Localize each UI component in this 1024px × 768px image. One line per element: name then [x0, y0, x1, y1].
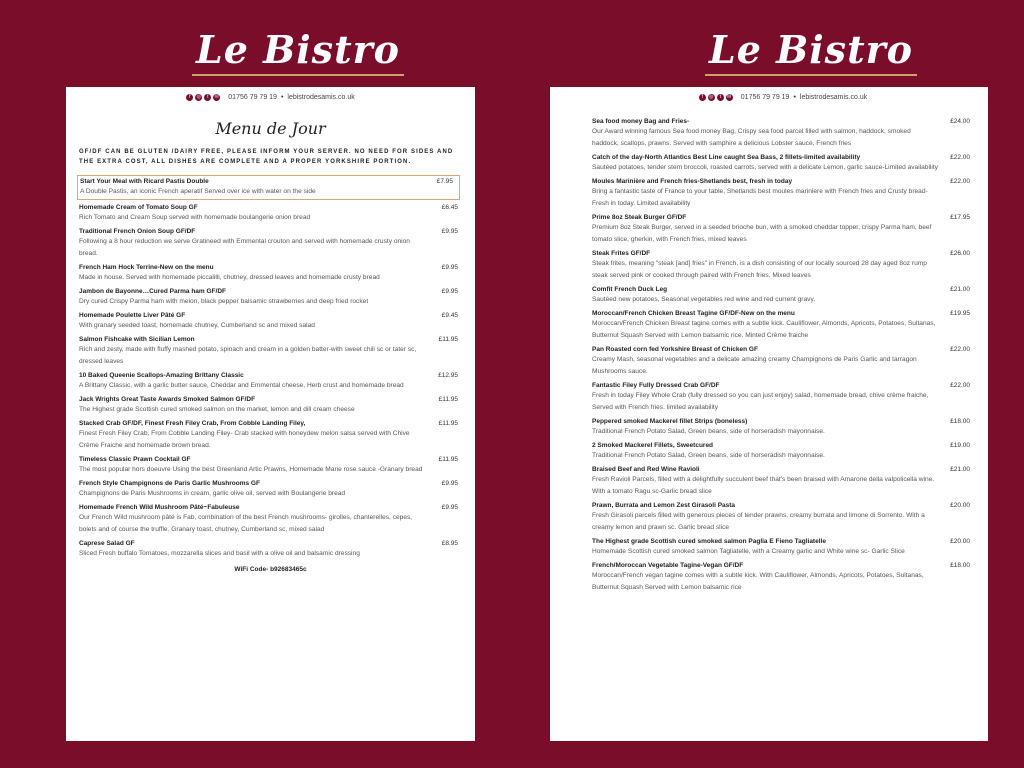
- menu-item-description: Following a 8 hour reduction we serve Gratineed with Emmental crouton and served with homemade crusty onion bread.: [79, 238, 410, 257]
- menu-item-name: Jambon de Bayonne…Cured Parma ham GF/DF: [79, 288, 227, 295]
- menu-item-header: [592, 441, 974, 450]
- menu-list-left: [79, 175, 462, 560]
- menu-item: [79, 371, 462, 392]
- menu-item-description: Moroccan/French Chicken Breast tagine comes with a subtle kick. Cauliflower, Almonds, Apricots, Potatoes, Sultanas, Butternut Squash Served with Lemon balsamic rice. Minted Crème fraiche: [592, 320, 936, 339]
- menu-item-header: [592, 465, 974, 474]
- menu-item-price: £17.95: [950, 214, 970, 221]
- twitter-icon[interactable]: t: [717, 94, 724, 101]
- logo-right: Le Bistro: [705, 28, 917, 76]
- menu-item: [79, 479, 462, 500]
- menu-item-header: [592, 177, 974, 186]
- menu-item-description: The most popular hors doeuvre Using the best Greenland Artic Prawns, Homemade Marie rose sauce -Granary bread: [79, 466, 423, 473]
- menu-item-header: [80, 177, 457, 186]
- menu-item-price: £9.95: [441, 264, 458, 271]
- menu-item-description: Our Award winning famous Sea food money Bag, Crispy sea food parcel filled with salmon, haddock, smoked haddock, scallops, prawns. Served with samphire a delicious Lobster sauce, French fries: [592, 128, 911, 147]
- menu-item-description: Homemade Scottish cured smoked salmon Tagliatelle, with a Creamy garlic and White wine sc- Garlic Slice: [592, 548, 905, 555]
- menu-item-price: £22.00: [950, 178, 970, 185]
- logo-left: Le Bistro: [192, 28, 404, 76]
- menu-item-description: Fresh Ravioli Parcels, filled with a delightfully succulent beef that's been braised with Amarone della valpolicella wine. With a tomato Ragu sc-Garlic bread slice: [592, 476, 935, 495]
- menu-list-right: [592, 117, 974, 594]
- contact-separator: •: [793, 93, 796, 101]
- menu-item-name: Stacked Crab GF/DF, Finest Fresh Filey Crab, From Cobble Landing Filey,: [79, 420, 306, 427]
- menu-item-name: Homemade Cream of Tomato Soup GF: [79, 204, 198, 211]
- menu-item: [592, 213, 974, 246]
- menu-item-name: Fantastic Filey Fully Dressed Crab GF/DF: [592, 382, 720, 389]
- menu-item: [79, 203, 462, 224]
- menu-item: [592, 417, 974, 438]
- menu-item-price: £22.00: [950, 346, 970, 353]
- menu-item-description: Made in house. Served with homemade piccalilli, chutney, dressed leaves and homemade crusty bread: [79, 274, 380, 281]
- menu-item-price: £21.00: [950, 466, 970, 473]
- menu-item-price: £19.95: [950, 310, 970, 317]
- menu-item-name: 10 Baked Queenie Scallops-Amazing Brittany Classic: [79, 372, 244, 379]
- menu-page-right: [550, 87, 988, 741]
- menu-item-name: Start Your Meal with Ricard Pastis Double: [80, 178, 209, 185]
- menu-item-name: French/Moroccan Vegetable Tagine-Vegan GF/DF: [592, 562, 744, 569]
- menu-item-header: [79, 263, 462, 272]
- menu-item-header: [79, 395, 462, 404]
- menu-item-price: £22.00: [950, 154, 970, 161]
- menu-item-name: Braised Beef and Red Wine Ravioli: [592, 466, 700, 473]
- menu-item-price: £6.45: [441, 204, 458, 211]
- menu-item-description: Sliced Fresh buffalo Tomatoes, mozzarella slices and basil with a olive oil and balsamic dressing: [79, 550, 360, 557]
- menu-item: [592, 441, 974, 462]
- menu-item-header: [592, 417, 974, 426]
- menu-item-price: £26.00: [950, 250, 970, 257]
- menu-item-description: Creamy Mash, seasonal vegetables and a delicate amazing creamy Champignons de Paris Garlic and tarragon Mushrooms sauce.: [592, 356, 917, 375]
- wifi-code: WiFi Code- b92683465c: [234, 566, 307, 573]
- menu-item-name: Prime 8oz Steak Burger GF/DF: [592, 214, 687, 221]
- menu-item: [79, 263, 462, 284]
- menu-item-name: Prawn, Burrata and Lemon Zest Girasoli Pasta: [592, 502, 736, 509]
- menu-item-description: Our French Wild mushroom pâté is Fab, combination of the best French mushrooms- girolles, chanterelles, cepes, bolets and of course the truffle. Granary toast, chutney, Cumberland sc, mixed salad: [79, 514, 413, 533]
- menu-item-description: The Highest grade Scottish cured smoked salmon on the market, lemon and dill cream cheese: [79, 406, 355, 413]
- menu-item-header: [79, 311, 462, 320]
- menu-item-description: Steak frites, meaning "steak [and] fries" in French, is a dish consisting of our locally sourced 28 day aged 8oz rump steak served pink or cooked through paired with French fries. Mixed leaves: [592, 260, 927, 279]
- menu-item-description: Fresh Girasoli parcels filled with generous pieces of tender prawns, creamy burrata and limone di Sorrento. With a creamy lemon and prawn sc. Garlic bread slice: [592, 512, 925, 531]
- menu-item: [592, 117, 974, 150]
- menu-item-name: Sea food money Bag and Fries-: [592, 118, 690, 125]
- menu-item-description: A Brittany Classic, with a garlic butter sauce, Cheddar and Emmental cheese, Herb crust and homemade bread: [79, 382, 404, 389]
- menu-item-price: £18.00: [950, 418, 970, 425]
- social-icons: [699, 94, 733, 101]
- menu-item-name: Salmon Fishcake with Sicilian Lemon: [79, 336, 195, 343]
- menu-item: [79, 503, 462, 536]
- social-icons: [186, 94, 220, 101]
- menu-item-description: With granary seeded toast, homemade chutney, Cumberland sc and mixed salad: [79, 322, 315, 329]
- phone-number: 01756 79 79 19: [740, 93, 790, 101]
- menu-item-price: £9.95: [441, 480, 458, 487]
- menu-item: [592, 381, 974, 414]
- menu-item-name: Steak Frites GF/DF: [592, 250, 651, 257]
- menu-item: [79, 455, 462, 476]
- menu-item-name: Comfit French Duck Leg: [592, 286, 668, 293]
- menu-item-price: £9.95: [441, 288, 458, 295]
- menu-item: [592, 153, 974, 174]
- menu-item-header: [592, 213, 974, 222]
- menu-item-price: £19.00: [950, 442, 970, 449]
- menu-item-price: £7.95: [436, 178, 453, 185]
- menu-item-header: [79, 227, 462, 236]
- twitter-icon[interactable]: t: [204, 94, 211, 101]
- contact-bar: [79, 89, 462, 105]
- menu-item-header: [79, 455, 462, 464]
- menu-item-price: £11.95: [438, 336, 458, 343]
- menu-item-description: Champignons de Paris Mushrooms in cream, garlic olive oil, served with Boulangerie bread: [79, 490, 346, 497]
- contact-bar: [592, 89, 974, 105]
- menu-item-name: French Ham Hock Terrine-New on the menu: [79, 264, 214, 271]
- menu-item-price: £12.95: [438, 372, 458, 379]
- menu-item: [79, 539, 462, 560]
- menu-item: [592, 537, 974, 558]
- menu-item-price: £11.95: [438, 396, 458, 403]
- menu-item-price: £11.95: [438, 420, 458, 427]
- menu-item-header: [79, 287, 462, 296]
- menu-item-price: £24.00: [950, 118, 970, 125]
- menu-item-description: Premium 8oz Steak Burger, served in a seeded brioche bun, with a smoked cheddar topper, crispy Parma ham, beef tomato slice, gherkin, with French fries, mixed leaves: [592, 224, 932, 243]
- menu-item-header: [592, 501, 974, 510]
- menu-item: [77, 175, 460, 200]
- menu-item-description: Dry cured Crispy Parma ham with melon, black pepper balsamic strawberries and deep fried rocket: [79, 298, 369, 305]
- menu-item-header: [592, 153, 974, 162]
- contact-separator: •: [280, 93, 284, 101]
- instagram-icon[interactable]: ◎: [709, 93, 714, 100]
- menu-item: [592, 285, 974, 306]
- menu-item-description: Sautéed new potatoes, Seasonal vegetables red wine and red current gravy.: [592, 296, 816, 303]
- menu-item: [79, 227, 462, 260]
- menu-item: [79, 287, 462, 308]
- menu-item-price: £20.00: [950, 502, 970, 509]
- menu-item-header: [79, 335, 462, 344]
- menu-item-name: Timeless Classic Prawn Cocktail GF: [79, 456, 191, 463]
- menu-item: [592, 177, 974, 210]
- menu-item-description: Bring a fantastic taste of France to your table, Shetlands best moules mariniere with French fries and Crusty bread-Fresh in today. Limited availability: [592, 188, 928, 207]
- menu-item: [592, 465, 974, 498]
- menu-item-name: Homemade French Wild Mushroom Pâté~Fabuleuse: [79, 504, 240, 511]
- menu-item-name: French Style Champignons de Paris Garlic Mushrooms GF: [79, 480, 260, 487]
- page-title: Menu de Jour: [215, 119, 326, 138]
- menu-item-description: Traditional French Potato Salad, Green beans, side of horseradish mayonnaise.: [592, 428, 825, 435]
- menu-item: [79, 311, 462, 332]
- menu-item-header: [592, 345, 974, 354]
- menu-item-name: Catch of the day-North Atlantics Best Line caught Sea Bass, 2 fillets-limited availability: [592, 154, 861, 161]
- menu-item-description: Traditional French Potato Salad, Green beans, side of horseradish mayonnaise.: [592, 452, 825, 459]
- menu-item-price: £22.00: [950, 382, 970, 389]
- menu-item-header: [79, 203, 462, 212]
- menu-item: [592, 345, 974, 378]
- menu-item-name: Caprese Salad GF: [79, 540, 135, 547]
- menu-item-description: Sautéed potatoes, tender stem broccoli, roasted carrots, served with a delicate Lemon, garlic sauce-Limited availability: [592, 164, 938, 171]
- menu-item-price: £21.00: [950, 286, 970, 293]
- menu-item-name: Moroccan/French Chicken Breast Tagine GF/DF-New on the menu: [592, 310, 795, 317]
- menu-item-price: £11.95: [438, 456, 458, 463]
- menu-item: [592, 249, 974, 282]
- menu-item-description: Moroccan/French vegan tagine comes with a subtle kick. With Cauliflower, Almonds, Apricots, Potatoes, Sultanas, Butternut Squash Served with Lemon balsamic rice: [592, 572, 924, 591]
- menu-item-header: [592, 285, 974, 294]
- menu-item-header: [79, 479, 462, 488]
- menu-item-name: The Highest grade Scottish cured smoked salmon Paglia E Fieno Tagliatelle: [592, 538, 826, 545]
- menu-item-name: Jack Wrights Great Taste Awards Smoked Salmon GF/DF: [79, 396, 256, 403]
- menu-item-price: £20.00: [950, 538, 970, 545]
- dietary-notice: GF/DF CAN BE GLUTEN /DAIRY FREE, PLEASE INFORM YOUR SERVER. NO NEED FOR SIDES AND THE EXTRA COST, ALL DISHES ARE COMPLETE AND A PROPER YORKSHIRE PORTION.: [79, 149, 454, 165]
- menu-item: [592, 561, 974, 594]
- facebook-icon[interactable]: f: [186, 94, 193, 101]
- menu-item: [592, 309, 974, 342]
- instagram-icon[interactable]: ◎: [196, 93, 201, 100]
- menu-item-name: Homemade Poulette Liver Pâté GF: [79, 312, 186, 319]
- menu-item-header: [592, 249, 974, 258]
- menu-item: [592, 501, 974, 534]
- menu-page-left: [66, 87, 475, 741]
- menu-item-description: Rich and zesty, made with fluffy mashed potato, spinach and cream in a golden batter-with sweet chili sc or tater sc, dressed leaves: [79, 346, 417, 365]
- menu-item-name: Moules Marinière and French fries-Shetlands best, fresh in today: [592, 178, 793, 185]
- menu-item-header: [79, 419, 462, 428]
- menu-item-description: Fresh in today Filey Whole Crab (fully dressed so you can just enjoy) salad, homemade bread, chive crème fraiche, Served with French fries. limited availability: [592, 392, 929, 411]
- menu-item-header: [592, 561, 974, 570]
- menu-item: [79, 395, 462, 416]
- menu-item-header: [79, 371, 462, 380]
- menu-item-description: A Double Pastis, an iconic French aperatif Served over ice with water on the side: [80, 188, 316, 195]
- menu-item-name: Peppered smoked Mackerel fillet Strips (boneless): [592, 418, 748, 425]
- menu-item-header: [79, 539, 462, 548]
- menu-item-header: [79, 503, 462, 512]
- menu-item-description: Finest Fresh Filey Crab, From Cobble Landing Filey- Crab stacked with honeydew melon salsa served with Chive Crème Fraiche and homemade brown bread.: [79, 430, 410, 449]
- menu-item-header: [592, 309, 974, 318]
- menu-item: [79, 419, 462, 452]
- email-icon[interactable]: ✉: [727, 93, 732, 100]
- menu-item-price: £18.00: [950, 562, 970, 569]
- email-icon[interactable]: ✉: [214, 93, 219, 100]
- menu-item-name: 2 Smoked Mackerel Fillets, Sweetcured: [592, 442, 714, 449]
- menu-item: [79, 335, 462, 368]
- menu-item-header: [592, 381, 974, 390]
- website-link[interactable]: lebistrodesamis.co.uk: [799, 93, 868, 101]
- menu-item-header: [592, 537, 974, 546]
- menu-item-price: £8.95: [441, 540, 458, 547]
- phone-number: 01756 79 79 19: [228, 93, 277, 101]
- menu-item-description: Rich Tomato and Cream Soup served with homemade boulangerie onion bread: [79, 214, 311, 221]
- menu-item-header: [592, 117, 974, 126]
- menu-item-price: £9.45: [441, 312, 458, 319]
- menu-item-price: £9.95: [441, 228, 458, 235]
- facebook-icon[interactable]: f: [699, 94, 706, 101]
- menu-item-name: Pan Roasted corn fed Yorkshire Breast of Chicken GF: [592, 346, 758, 353]
- menu-item-name: Traditional French Onion Soup GF/DF: [79, 228, 196, 235]
- website-link[interactable]: lebistrodesamis.co.uk: [287, 93, 355, 101]
- menu-item-price: £9.95: [441, 504, 458, 511]
